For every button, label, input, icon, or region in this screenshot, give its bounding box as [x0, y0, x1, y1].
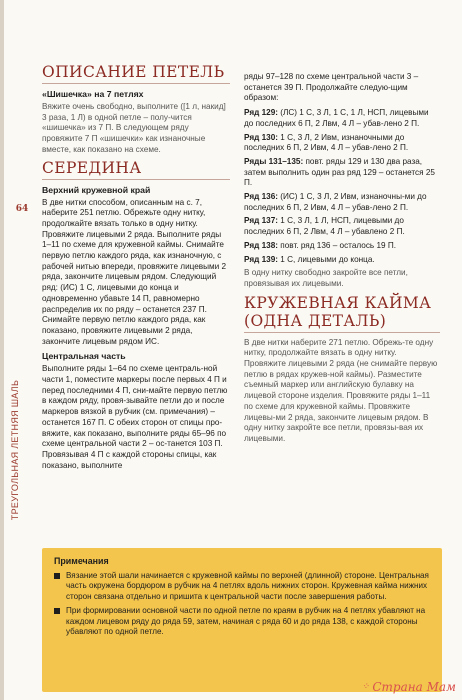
row-text: (ЛС) 1 С, 3 Л, 1 С, 1 Л, НСП, лицевыми до последних 6 П, 2 Лвм, 4 Л – убав-лено 2 П. [244, 108, 429, 128]
row-label: Ряды 131–135: [244, 156, 304, 166]
left-column [42, 64, 230, 475]
notes-box [42, 548, 442, 692]
note-item [54, 606, 430, 638]
center-part-heading: Центральная часть [42, 351, 126, 362]
row-text: повт. ряды 129 и 130 два раза, затем выполнить один раз ряд 129 – останется 25 П. [244, 156, 435, 188]
row-label: Ряд 139: [244, 254, 278, 264]
watermark-text: Страна Мам [372, 680, 456, 694]
note-item [54, 571, 430, 603]
lace-edge-heading: Верхний кружевной край [42, 184, 151, 195]
stitch-description: Вяжите очень свободно, выполните ([1 л, накид] 3 раза, 1 Л) в одной петле – полу-чится «шишечка» из 7 П. В следующем ряду провяжите 7 П «шишечки» как изнаночные вместе, как показано на схеме. [42, 102, 226, 154]
square-bullet-icon [54, 573, 60, 579]
lace-border-text: В две нитки наберите 271 петлю. Обрежь-те одну нитку, продолжайте вязать в одну нитку. Провяжите лицевыми 2 ряда (не снимайте первую петлю в рядах кружев-ной каймы). Разместите съемный маркер или английскую булавку на лицевой стороне изделия. Провяжите ряды 1–11 по схеме для кружевной каймы. Провяжите лицевы-ми 2 ряда, закончите лицевым рядом. В одну нитку закройте все петли, провязы-вая их лицевыми. [244, 337, 438, 443]
row-label: Ряд 138: [244, 240, 278, 250]
middle-section-title: СЕРЕДИНА [42, 160, 230, 180]
row-text: 1 С, 3 Л, 1 Л, НСП, лицевыми до последних 6 П, 2 Лвм, 4 Л – убавлено 2 П. [244, 216, 405, 237]
row-label: Ряд 137: [244, 216, 278, 226]
row-label: Ряд 130: [244, 132, 278, 142]
stitch-heading: «Шишечка» на 7 петлях [42, 89, 144, 99]
bind-off-text: В одну нитку свободно закройте все петли, провязывая их лицевыми. [244, 268, 408, 288]
row-text: 1 С, 3 Л, 2 Ивм, изнаночными до последних 6 П, 2 Ивм, 4 Л – убав-лено 2 П. [244, 132, 409, 153]
watermark [362, 679, 456, 695]
notes-title: Примечания [54, 556, 109, 566]
note-text: Вязание этой шали начинается с кружевной каймы по верхней (длинной) стороне. Центральная часть окружена бордюром в рубчик на 4 петлях вдоль нижних сторон. Кружевная кайма нижних сторон связана отдельно и пришита к центральной части после завершения работы. [66, 570, 429, 601]
row-text: повт. ряд 136 – осталось 19 П. [280, 240, 396, 250]
pattern-row [244, 241, 440, 252]
row-text: 1 С, лицевыми до конца. [280, 254, 375, 264]
pattern-row [244, 255, 440, 266]
running-title-text: ТРЕУГОЛЬНАЯ ЛЕТНЯЯ ШАЛЬ [10, 379, 20, 521]
page-number: 64 [15, 204, 29, 214]
square-bullet-icon [54, 608, 60, 614]
row-text: (ИС) 1 С, 3 Л, 2 Ивм, изнаночны-ми до последних 6 П, 2 Ивм, 4 Л – убав-лено 2 П. [244, 192, 427, 212]
pattern-row [244, 133, 440, 154]
right-column [244, 72, 440, 449]
watermark-dots-icon: ⁘ [361, 682, 370, 692]
pattern-row [244, 192, 440, 213]
lace-border-section-title: КРУЖЕВНАЯ КАЙМА (ОДНА ДЕТАЛЬ) [244, 294, 440, 333]
center-part-text: Выполните ряды 1–64 по схеме централь-ной части 1, поместите маркеры после первых 4 П и перед последними 4 П, сни-майте первую петлю в каждом ряду, провя-зывайте петли до и после маркеров вязкой в рубчик (см. примечания) – останется 167 П. С обеих сторон от спицы про-вяжите, как показано, выполните ряды 65–96 по схеме центральной части 2 – ос-танется 103 П. Провязывая 4 П с каждой стороны спицы, как показано, выполните [42, 364, 228, 470]
running-title [4, 230, 26, 670]
stitch-section-title: ОПИСАНИЕ ПЕТЕЛЬ [42, 64, 230, 84]
pattern-row [244, 108, 440, 129]
continuation-text: ряды 97–128 по схеме центральной части 3 – останется 39 П. Продолжайте следую-щим образом: [244, 72, 419, 103]
row-label: Ряд 136: [244, 192, 278, 202]
note-text: При формировании основной части по одной петле по краям в рубчик на 4 петлях убавляют на каждом лицевом ряду до ряда 59, затем, начиная с ряда 60 и до ряда 138, с каждой стороны убавляют по одной петле. [66, 606, 426, 636]
pattern-row [244, 157, 440, 189]
lace-edge-text: В две нитки способом, описанным на с. 7, наберите 251 петлю. Обрежьте одну нитку, продолжайте вязать только в одну нитку. Провяжите лицевыми 2 ряда. Выполните ряды 1–11 по схеме для кружевной каймы. Снимайте первую петлю каждого ряда, как изнаночную, с рабочей нитью впереди, провяжите лицевыми 2 ряда, закончите лицевым рядом. Следующий ряд: (ИС) 1 С, лицевыми до конца и одновременно убавьте 14 П, равномерно распределив их по ряду – останется 237 П. Снимайте первую петлю каждого ряда, как показано, провяжите лицевыми 2 ряда, закончите лицевым рядом ИС. [42, 197, 227, 346]
pattern-row [244, 216, 440, 237]
row-label: Ряд 129: [244, 108, 278, 118]
